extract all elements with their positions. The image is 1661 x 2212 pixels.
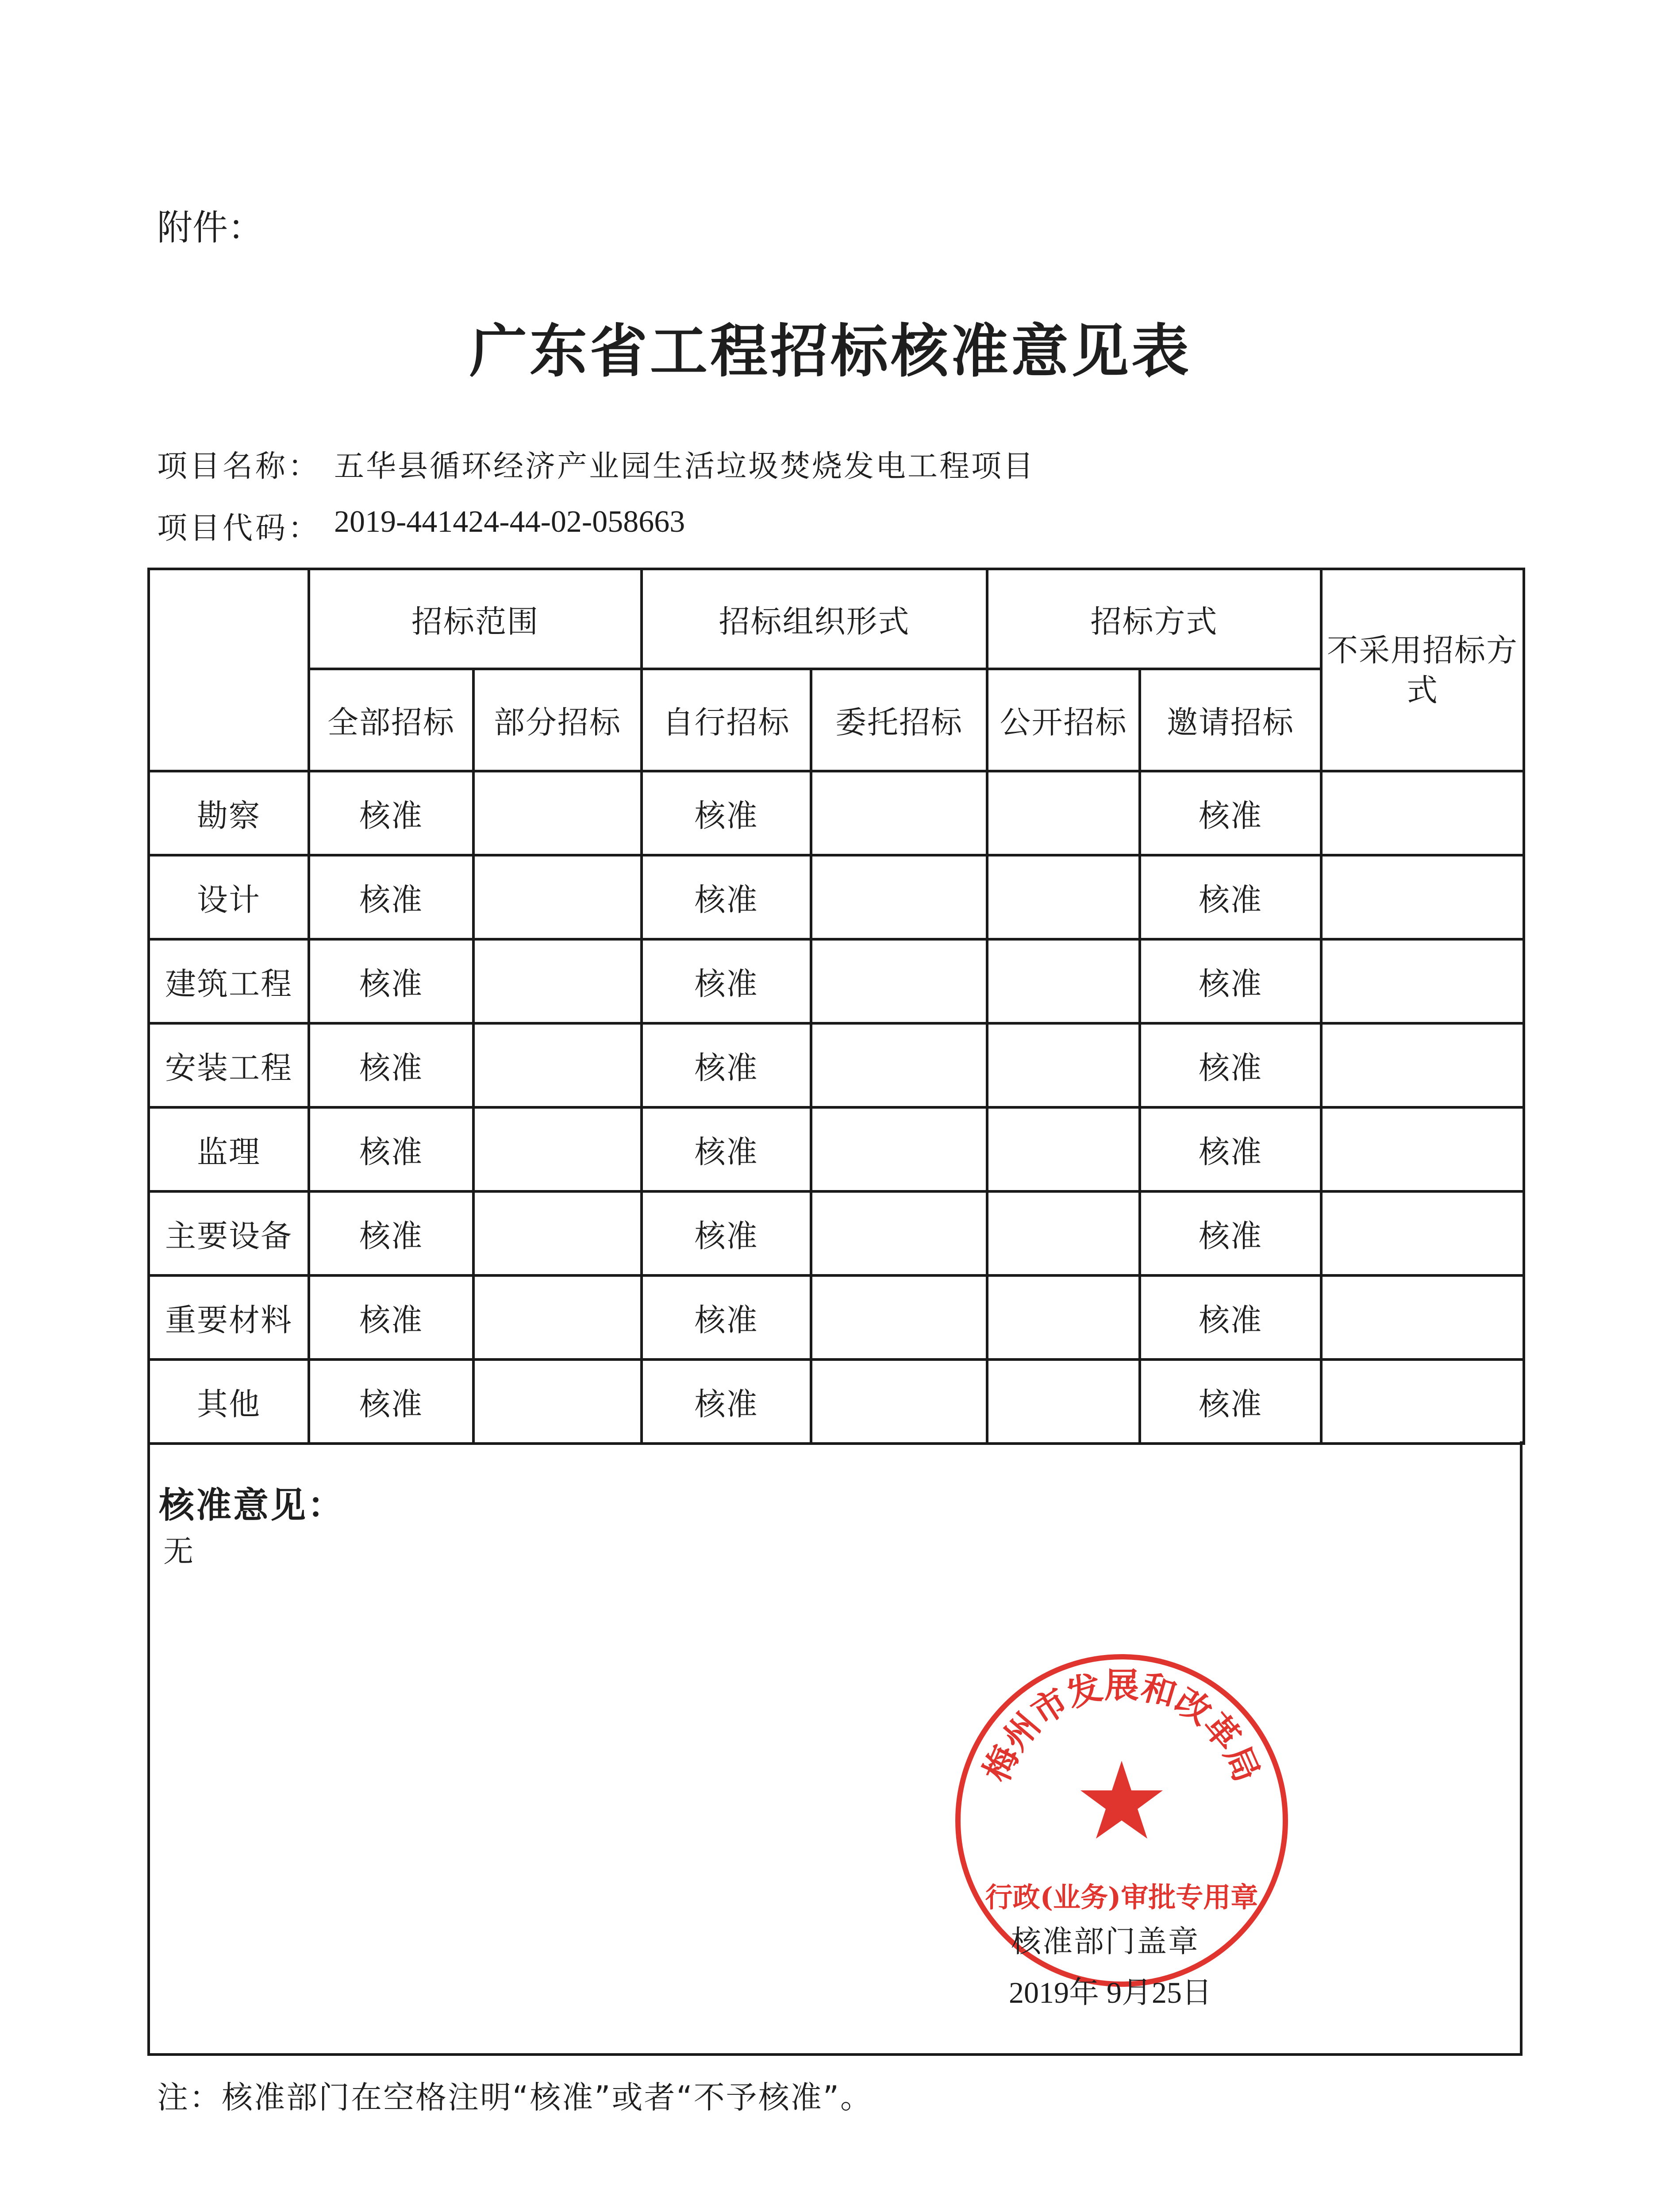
table-row <box>149 1191 1524 1275</box>
table-row <box>149 1275 1524 1359</box>
opinion-label: 核准意见： <box>159 1485 345 1526</box>
table-cell <box>473 1275 642 1359</box>
header-no-bidding: 不采用招标方式 <box>1321 569 1524 771</box>
group-header-scope: 招标范围 <box>309 569 642 669</box>
row-label: 勘察 <box>149 771 309 855</box>
project-name-row <box>157 442 1035 485</box>
seal-star-icon <box>1080 1761 1163 1839</box>
row-label: 重要材料 <box>149 1275 309 1359</box>
table-cell <box>473 855 642 939</box>
table-cell <box>1321 1275 1524 1359</box>
attachment-label: 附件： <box>157 207 263 248</box>
table-cell: 核准 <box>642 1275 811 1359</box>
table-row <box>149 1107 1524 1191</box>
table-cell <box>811 1107 987 1191</box>
table-row <box>149 771 1524 855</box>
project-code-row <box>157 504 685 547</box>
table-row <box>149 855 1524 939</box>
table-cell <box>987 771 1140 855</box>
opinion-box <box>147 1441 1523 2056</box>
table-cell: 核准 <box>309 939 473 1023</box>
table-cell <box>1321 1359 1524 1444</box>
table-cell: 核准 <box>1140 939 1321 1023</box>
project-code-value: 2019-441424-44-02-058663 <box>334 505 685 539</box>
seal-bottom-text: 行政(业务)审批专用章 <box>985 1881 1258 1913</box>
table-cell: 核准 <box>309 1107 473 1191</box>
table-cell <box>1321 771 1524 855</box>
table-cell <box>473 1191 642 1275</box>
table-cell: 核准 <box>642 1107 811 1191</box>
table-cell <box>811 771 987 855</box>
table-cell <box>811 1359 987 1444</box>
table-cell <box>473 771 642 855</box>
table-cell <box>473 1107 642 1191</box>
group-header-organization: 招标组织形式 <box>642 569 987 669</box>
table-cell <box>987 1359 1140 1444</box>
table-cell: 核准 <box>642 855 811 939</box>
subheader-invited: 邀请招标 <box>1140 669 1321 771</box>
table-cell <box>473 1023 642 1107</box>
table-cell <box>811 939 987 1023</box>
table-cell: 核准 <box>309 1023 473 1107</box>
table-cell <box>987 855 1140 939</box>
table-cell <box>473 1359 642 1444</box>
project-name-value: 五华县循环经济产业园生活垃圾焚烧发电工程项目 <box>334 449 1035 484</box>
table-cell: 核准 <box>309 771 473 855</box>
table-cell: 核准 <box>1140 1023 1321 1107</box>
table-cell: 核准 <box>309 1359 473 1444</box>
row-label: 建筑工程 <box>149 939 309 1023</box>
table-cell: 核准 <box>1140 855 1321 939</box>
corner-cell <box>149 569 309 771</box>
project-name-label: 项目名称： <box>157 449 321 484</box>
subheader-full: 全部招标 <box>309 669 473 771</box>
table-cell <box>1321 855 1524 939</box>
subheader-self: 自行招标 <box>642 669 811 771</box>
row-label: 设计 <box>149 855 309 939</box>
table-cell: 核准 <box>1140 1275 1321 1359</box>
table-cell: 核准 <box>642 939 811 1023</box>
table-cell: 核准 <box>642 1359 811 1444</box>
table-cell <box>987 939 1140 1023</box>
table-cell: 核准 <box>1140 1107 1321 1191</box>
group-header-method: 招标方式 <box>987 569 1321 669</box>
stamp-date: 2019年 9月25日 <box>1009 1976 1212 2009</box>
form-title: 广东省工程招标核准意见表 <box>469 317 1192 385</box>
table-row <box>149 1023 1524 1107</box>
seal-arc-text: 梅州市发展和改革局 <box>976 1665 1267 1788</box>
table-cell <box>987 1107 1140 1191</box>
table-cell <box>987 1275 1140 1359</box>
row-label: 主要设备 <box>149 1191 309 1275</box>
table-cell <box>1321 1191 1524 1275</box>
table-row <box>149 1359 1524 1444</box>
table-cell <box>1321 939 1524 1023</box>
table-cell <box>473 939 642 1023</box>
subheader-entrusted: 委托招标 <box>811 669 987 771</box>
table-cell: 核准 <box>642 1023 811 1107</box>
stamp-label: 核准部门盖章 <box>1011 1924 1200 1959</box>
footnote: 注：核准部门在空格注明“核准”或者“不予核准”。 <box>157 2079 873 2116</box>
opinion-text: 无 <box>163 1534 194 1569</box>
table-cell <box>987 1191 1140 1275</box>
row-label: 其他 <box>149 1359 309 1444</box>
table-cell <box>811 855 987 939</box>
table-body <box>149 771 1524 1444</box>
table-row <box>149 939 1524 1023</box>
subheader-partial: 部分招标 <box>473 669 642 771</box>
project-code-label: 项目代码： <box>157 511 321 546</box>
table-cell <box>811 1191 987 1275</box>
subheader-open: 公开招标 <box>987 669 1140 771</box>
row-label: 安装工程 <box>149 1023 309 1107</box>
table-cell: 核准 <box>1140 1359 1321 1444</box>
table-cell: 核准 <box>1140 771 1321 855</box>
row-label: 监理 <box>149 1107 309 1191</box>
table-cell: 核准 <box>1140 1191 1321 1275</box>
table-cell <box>811 1023 987 1107</box>
table-cell <box>1321 1023 1524 1107</box>
table-cell <box>811 1275 987 1359</box>
table-cell: 核准 <box>309 1191 473 1275</box>
table-cell: 核准 <box>309 855 473 939</box>
table-cell: 核准 <box>309 1275 473 1359</box>
table-cell <box>987 1023 1140 1107</box>
approval-table <box>147 568 1525 1445</box>
table-cell: 核准 <box>642 771 811 855</box>
table-cell <box>1321 1107 1524 1191</box>
table-cell: 核准 <box>642 1191 811 1275</box>
